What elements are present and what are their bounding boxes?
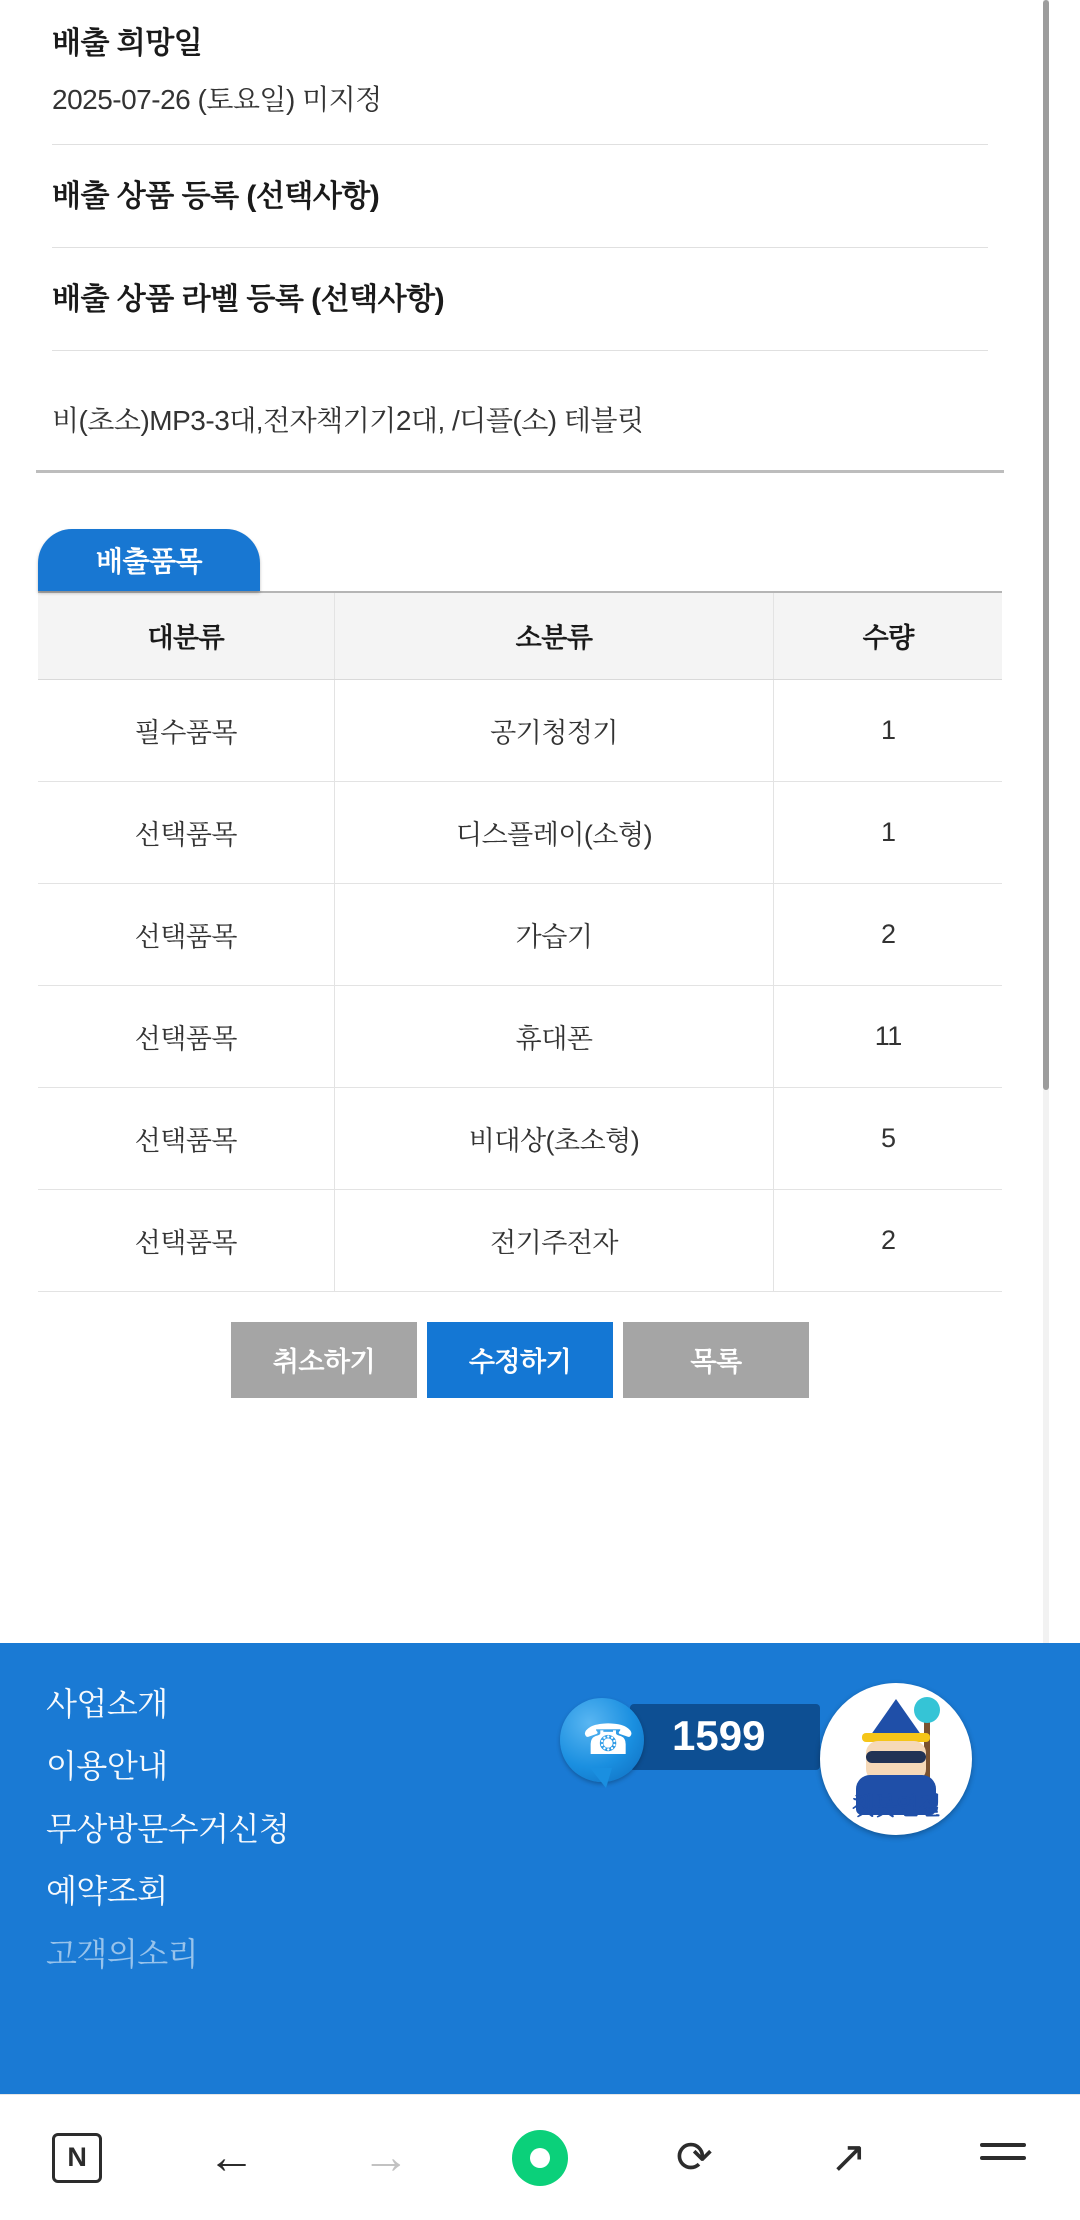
table-row (38, 781, 1002, 883)
label-register-label: 배출 상품 라벨 등록 (선택사항) (52, 283, 445, 317)
table-row (38, 679, 1002, 781)
column-header-quantity: 수량 (774, 592, 1002, 680)
list-button[interactable]: 목록 (623, 1322, 809, 1398)
product-register-block[interactable] (52, 145, 988, 248)
home-button[interactable] (480, 2113, 600, 2203)
home-dot-inner-icon (530, 2148, 550, 2168)
label-register-value-block (52, 351, 988, 469)
wizard-eyes-icon (866, 1751, 926, 1763)
browser-bottom-bar (0, 2094, 1080, 2220)
table-row (38, 1087, 1002, 1189)
edit-button[interactable]: 수정하기 (427, 1322, 613, 1398)
action-button-row (0, 1322, 1040, 1398)
menu-icon (980, 2156, 1026, 2160)
naver-home-button[interactable] (17, 2113, 137, 2203)
cell-quantity: 5 (774, 1087, 1002, 1189)
phone-number: 1599 (672, 1712, 766, 1759)
forward-arrow-icon: → (361, 2130, 410, 2184)
cell-quantity: 1 (774, 679, 1002, 781)
cell-quantity: 1 (774, 781, 1002, 883)
section-divider (36, 470, 1004, 473)
phone-badge[interactable] (560, 1698, 820, 1782)
table-header-row (38, 592, 1002, 680)
label-register-section (0, 248, 1040, 469)
back-button[interactable] (171, 2113, 291, 2203)
cell-category: 선택품목 (38, 781, 334, 883)
refresh-icon: ⟳ (675, 2132, 713, 2182)
refresh-button[interactable] (634, 2113, 754, 2203)
menu-button[interactable] (943, 2113, 1063, 2203)
forward-button (326, 2113, 446, 2203)
cancel-button[interactable]: 취소하기 (231, 1322, 417, 1398)
cell-category: 선택품목 (38, 1087, 334, 1189)
cell-subcategory: 휴대폰 (334, 985, 774, 1087)
phone-bubble-tail-icon (590, 1768, 612, 1788)
site-footer (0, 1643, 1080, 2095)
tab-bar (0, 529, 1040, 591)
column-header-subcategory: 소분류 (334, 592, 774, 680)
footer-link-reservation-lookup[interactable]: 예약조회 (46, 1873, 168, 1910)
tab-discharge-items[interactable]: 배출품목 (38, 529, 260, 591)
footer-link-business-intro[interactable]: 사업소개 (46, 1686, 168, 1722)
page-scrollbar-thumb[interactable] (1043, 0, 1049, 1090)
chatbot-button[interactable] (820, 1683, 972, 1835)
cell-category: 선택품목 (38, 883, 334, 985)
cell-subcategory: 공기청정기 (334, 679, 774, 781)
discharge-date-label: 배출 희망일 (52, 27, 203, 60)
table-row (38, 1189, 1002, 1291)
share-icon: ↗ (830, 2132, 867, 2182)
footer-link-usage-guide[interactable]: 이용안내 (46, 1748, 168, 1785)
cell-category: 필수품목 (38, 679, 334, 781)
cell-quantity: 2 (774, 1189, 1002, 1291)
naver-icon: N (52, 2133, 102, 2183)
discharge-date-block (52, 0, 988, 145)
cell-quantity: 2 (774, 883, 1002, 985)
footer-link-free-pickup-request[interactable]: 무상방문수거신청 (46, 1810, 290, 1847)
cell-subcategory: 비대상(초소형) (334, 1087, 774, 1189)
cell-quantity: 11 (774, 985, 1002, 1087)
home-circle-icon (512, 2130, 568, 2186)
discharge-date-section (0, 0, 1040, 145)
cell-subcategory: 디스플레이(소형) (334, 781, 774, 883)
cell-subcategory: 가습기 (334, 883, 774, 985)
label-register-value: 비(초소)MP3-3대,전자책기기2대, /디플(소) 테블릿 (52, 405, 644, 437)
cell-subcategory: 전기주전자 (334, 1189, 774, 1291)
label-register-block[interactable] (52, 248, 988, 351)
discharge-date-value: 2025-07-26 (토요일) 미지정 (52, 84, 382, 115)
phone-handset-icon: ☎ (582, 1716, 635, 1763)
share-button[interactable] (789, 2113, 909, 2203)
table-row (38, 883, 1002, 985)
cell-category: 선택품목 (38, 985, 334, 1087)
discharge-items-table (38, 591, 1002, 1292)
column-header-category: 대분류 (38, 592, 334, 680)
table-row (38, 985, 1002, 1087)
footer-link-list (46, 1685, 289, 1997)
cell-category: 선택품목 (38, 1189, 334, 1291)
product-register-label: 배출 상품 등록 (선택사항) (52, 180, 380, 214)
footer-link-customer-voice[interactable]: 고객의소리 (46, 1935, 199, 1972)
chatbot-label: 챗봇연결 (851, 1793, 941, 1820)
product-register-section (0, 145, 1040, 248)
back-arrow-icon: ← (207, 2130, 256, 2184)
